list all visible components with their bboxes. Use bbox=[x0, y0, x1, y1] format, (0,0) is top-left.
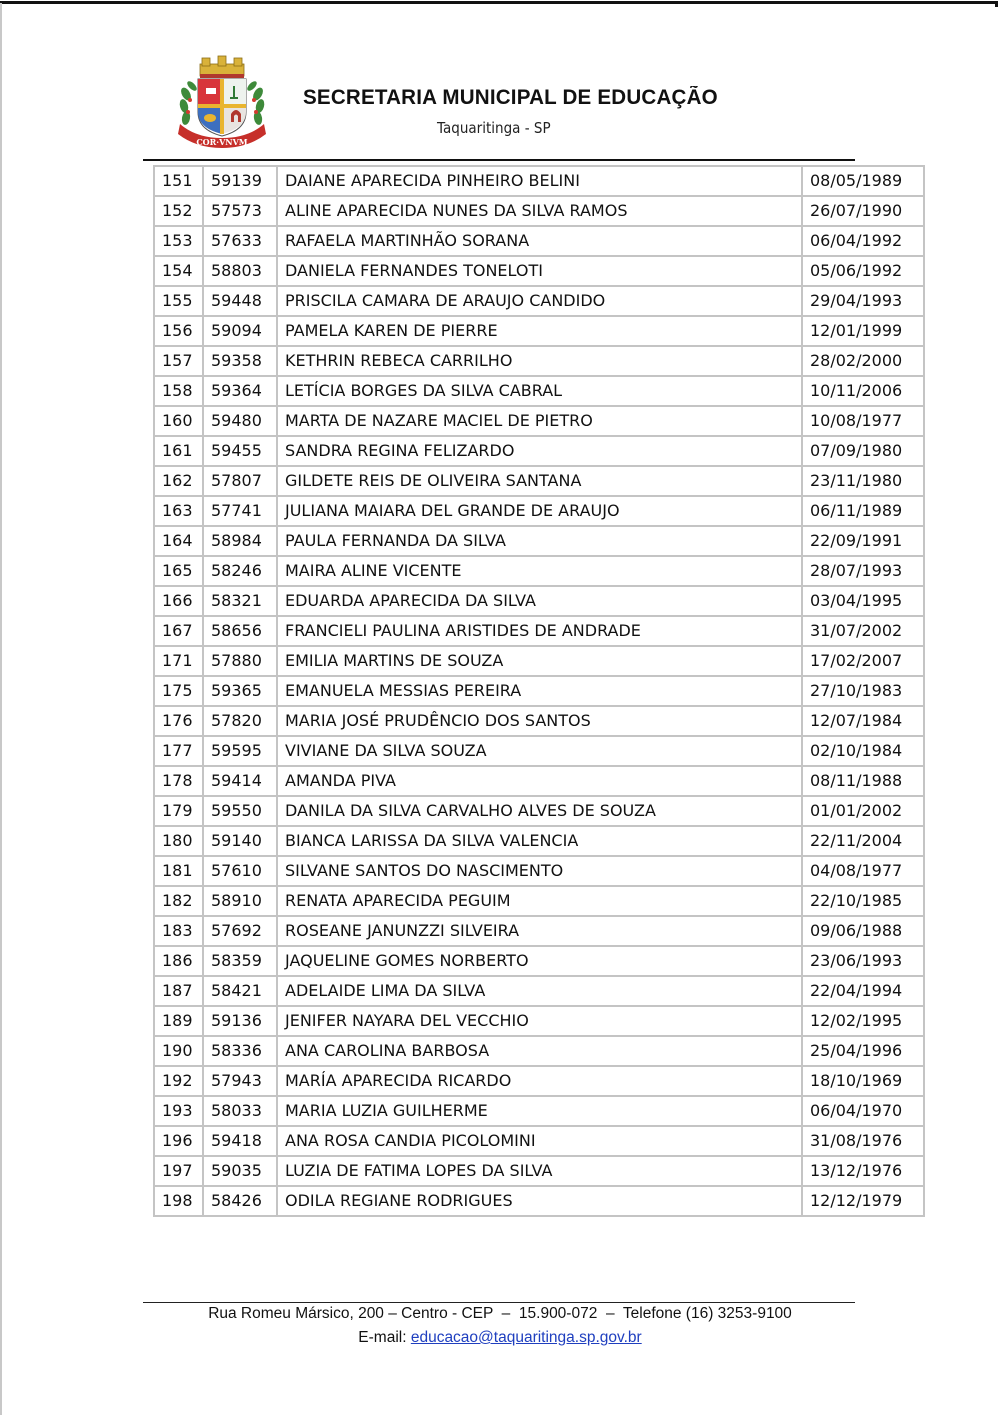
name-cell: MAIRA ALINE VICENTE bbox=[277, 556, 802, 586]
registration-id-cell: 59140 bbox=[203, 826, 277, 856]
name-cell: ODILA REGIANE RODRIGUES bbox=[277, 1186, 802, 1216]
row-number-cell: 158 bbox=[154, 376, 203, 406]
footer-email-label: E-mail: bbox=[358, 1329, 411, 1346]
registration-id-cell: 57692 bbox=[203, 916, 277, 946]
footer-email-link[interactable]: educacao@taquaritinga.sp.gov.br bbox=[410, 1329, 642, 1346]
registration-id-cell: 59094 bbox=[203, 316, 277, 346]
name-cell: VIVIANE DA SILVA SOUZA bbox=[277, 736, 802, 766]
row-number-cell: 166 bbox=[154, 586, 203, 616]
table-row bbox=[154, 316, 924, 346]
table-row bbox=[154, 556, 924, 586]
registration-id-cell: 58336 bbox=[203, 1036, 277, 1066]
name-cell: MARIA JOSÉ PRUDÊNCIO DOS SANTOS bbox=[277, 706, 802, 736]
row-number-cell: 189 bbox=[154, 1006, 203, 1036]
date-cell: 22/11/2004 bbox=[802, 826, 924, 856]
name-cell: SANDRA REGINA FELIZARDO bbox=[277, 436, 802, 466]
row-number-cell: 182 bbox=[154, 886, 203, 916]
date-cell: 03/04/1995 bbox=[802, 586, 924, 616]
table-row bbox=[154, 406, 924, 436]
table-row bbox=[154, 826, 924, 856]
date-cell: 12/01/1999 bbox=[802, 316, 924, 346]
table-row bbox=[154, 196, 924, 226]
roster-table-body bbox=[154, 166, 924, 1216]
name-cell: MARTA DE NAZARE MACIEL DE PIETRO bbox=[277, 406, 802, 436]
date-cell: 10/08/1977 bbox=[802, 406, 924, 436]
row-number-cell: 157 bbox=[154, 346, 203, 376]
name-cell: MARÍA APARECIDA RICARDO bbox=[277, 1066, 802, 1096]
name-cell: PAULA FERNANDA DA SILVA bbox=[277, 526, 802, 556]
date-cell: 10/11/2006 bbox=[802, 376, 924, 406]
table-row bbox=[154, 1096, 924, 1126]
name-cell: RAFAELA MARTINHÃO SORANA bbox=[277, 226, 802, 256]
date-cell: 05/06/1992 bbox=[802, 256, 924, 286]
table-row bbox=[154, 646, 924, 676]
registration-id-cell: 57943 bbox=[203, 1066, 277, 1096]
table-row bbox=[154, 256, 924, 286]
row-number-cell: 164 bbox=[154, 526, 203, 556]
coat-of-arms-icon bbox=[176, 54, 268, 150]
date-cell: 12/12/1979 bbox=[802, 1186, 924, 1216]
date-cell: 06/04/1992 bbox=[802, 226, 924, 256]
table-row bbox=[154, 496, 924, 526]
page-top-border bbox=[0, 1, 998, 4]
row-number-cell: 176 bbox=[154, 706, 203, 736]
date-cell: 22/04/1994 bbox=[802, 976, 924, 1006]
table-row bbox=[154, 1036, 924, 1066]
registration-id-cell: 57610 bbox=[203, 856, 277, 886]
registration-id-cell: 59136 bbox=[203, 1006, 277, 1036]
table-row bbox=[154, 1186, 924, 1216]
name-cell: LUZIA DE FATIMA LOPES DA SILVA bbox=[277, 1156, 802, 1186]
name-cell: PAMELA KAREN DE PIERRE bbox=[277, 316, 802, 346]
registration-id-cell: 58910 bbox=[203, 886, 277, 916]
registration-id-cell: 59364 bbox=[203, 376, 277, 406]
row-number-cell: 181 bbox=[154, 856, 203, 886]
table-row bbox=[154, 1066, 924, 1096]
row-number-cell: 179 bbox=[154, 796, 203, 826]
table-row bbox=[154, 166, 924, 196]
table-row bbox=[154, 586, 924, 616]
date-cell: 08/05/1989 bbox=[802, 166, 924, 196]
name-cell: ROSEANE JANUNZZI SILVEIRA bbox=[277, 916, 802, 946]
table-row bbox=[154, 526, 924, 556]
name-cell: EMILIA MARTINS DE SOUZA bbox=[277, 646, 802, 676]
row-number-cell: 153 bbox=[154, 226, 203, 256]
registration-id-cell: 59139 bbox=[203, 166, 277, 196]
registration-id-cell: 57633 bbox=[203, 226, 277, 256]
row-number-cell: 183 bbox=[154, 916, 203, 946]
registration-id-cell: 59418 bbox=[203, 1126, 277, 1156]
table-row bbox=[154, 766, 924, 796]
table-row bbox=[154, 1156, 924, 1186]
row-number-cell: 162 bbox=[154, 466, 203, 496]
row-number-cell: 192 bbox=[154, 1066, 203, 1096]
registration-id-cell: 59365 bbox=[203, 676, 277, 706]
row-number-cell: 198 bbox=[154, 1186, 203, 1216]
date-cell: 22/10/1985 bbox=[802, 886, 924, 916]
footer-divider bbox=[143, 1302, 855, 1303]
page-title: SECRETARIA MUNICIPAL DE EDUCAÇÃO bbox=[303, 86, 718, 109]
date-cell: 12/07/1984 bbox=[802, 706, 924, 736]
date-cell: 25/04/1996 bbox=[802, 1036, 924, 1066]
date-cell: 28/02/2000 bbox=[802, 346, 924, 376]
mural-crown bbox=[200, 56, 244, 78]
name-cell: PRISCILA CAMARA DE ARAUJO CANDIDO bbox=[277, 286, 802, 316]
row-number-cell: 167 bbox=[154, 616, 203, 646]
registration-id-cell: 59035 bbox=[203, 1156, 277, 1186]
table-row bbox=[154, 916, 924, 946]
table-row bbox=[154, 436, 924, 466]
date-cell: 28/07/1993 bbox=[802, 556, 924, 586]
name-cell: BIANCA LARISSA DA SILVA VALENCIA bbox=[277, 826, 802, 856]
name-cell: JAQUELINE GOMES NORBERTO bbox=[277, 946, 802, 976]
registration-id-cell: 58984 bbox=[203, 526, 277, 556]
page-left-edge bbox=[0, 3, 2, 1415]
registration-id-cell: 59480 bbox=[203, 406, 277, 436]
registration-id-cell: 58359 bbox=[203, 946, 277, 976]
registration-id-cell: 58421 bbox=[203, 976, 277, 1006]
name-cell: DANIELA FERNANDES TONELOTI bbox=[277, 256, 802, 286]
row-number-cell: 154 bbox=[154, 256, 203, 286]
date-cell: 04/08/1977 bbox=[802, 856, 924, 886]
row-number-cell: 156 bbox=[154, 316, 203, 346]
date-cell: 08/11/1988 bbox=[802, 766, 924, 796]
row-number-cell: 197 bbox=[154, 1156, 203, 1186]
name-cell: JENIFER NAYARA DEL VECCHIO bbox=[277, 1006, 802, 1036]
date-cell: 22/09/1991 bbox=[802, 526, 924, 556]
table-row bbox=[154, 376, 924, 406]
name-cell: DANILA DA SILVA CARVALHO ALVES DE SOUZA bbox=[277, 796, 802, 826]
table-row bbox=[154, 286, 924, 316]
row-number-cell: 193 bbox=[154, 1096, 203, 1126]
row-number-cell: 151 bbox=[154, 166, 203, 196]
table-row bbox=[154, 856, 924, 886]
date-cell: 26/07/1990 bbox=[802, 196, 924, 226]
registration-id-cell: 59358 bbox=[203, 346, 277, 376]
table-row bbox=[154, 736, 924, 766]
name-cell: JULIANA MAIARA DEL GRANDE DE ARAUJO bbox=[277, 496, 802, 526]
registration-id-cell: 58656 bbox=[203, 616, 277, 646]
row-number-cell: 187 bbox=[154, 976, 203, 1006]
name-cell: GILDETE REIS DE OLIVEIRA SANTANA bbox=[277, 466, 802, 496]
registration-id-cell: 58803 bbox=[203, 256, 277, 286]
date-cell: 13/12/1976 bbox=[802, 1156, 924, 1186]
header-divider bbox=[143, 159, 855, 161]
table-row bbox=[154, 226, 924, 256]
row-number-cell: 155 bbox=[154, 286, 203, 316]
date-cell: 18/10/1969 bbox=[802, 1066, 924, 1096]
registration-id-cell: 57741 bbox=[203, 496, 277, 526]
registration-id-cell: 58321 bbox=[203, 586, 277, 616]
registration-id-cell: 58426 bbox=[203, 1186, 277, 1216]
date-cell: 06/11/1989 bbox=[802, 496, 924, 526]
roster-table bbox=[153, 165, 925, 1217]
row-number-cell: 175 bbox=[154, 676, 203, 706]
name-cell: RENATA APARECIDA PEGUIM bbox=[277, 886, 802, 916]
row-number-cell: 171 bbox=[154, 646, 203, 676]
date-cell: 01/01/2002 bbox=[802, 796, 924, 826]
table-row bbox=[154, 886, 924, 916]
row-number-cell: 186 bbox=[154, 946, 203, 976]
row-number-cell: 178 bbox=[154, 766, 203, 796]
row-number-cell: 161 bbox=[154, 436, 203, 466]
row-number-cell: 190 bbox=[154, 1036, 203, 1066]
row-number-cell: 152 bbox=[154, 196, 203, 226]
registration-id-cell: 59455 bbox=[203, 436, 277, 466]
table-row bbox=[154, 1126, 924, 1156]
table-row bbox=[154, 796, 924, 826]
name-cell: LETÍCIA BORGES DA SILVA CABRAL bbox=[277, 376, 802, 406]
date-cell: 31/07/2002 bbox=[802, 616, 924, 646]
date-cell: 23/06/1993 bbox=[802, 946, 924, 976]
registration-id-cell: 57573 bbox=[203, 196, 277, 226]
table-row bbox=[154, 676, 924, 706]
name-cell: AMANDA PIVA bbox=[277, 766, 802, 796]
table-row bbox=[154, 976, 924, 1006]
name-cell: ADELAIDE LIMA DA SILVA bbox=[277, 976, 802, 1006]
row-number-cell: 177 bbox=[154, 736, 203, 766]
table-row bbox=[154, 946, 924, 976]
table-row bbox=[154, 1006, 924, 1036]
registration-id-cell: 57820 bbox=[203, 706, 277, 736]
registration-id-cell: 58246 bbox=[203, 556, 277, 586]
name-cell: ALINE APARECIDA NUNES DA SILVA RAMOS bbox=[277, 196, 802, 226]
date-cell: 29/04/1993 bbox=[802, 286, 924, 316]
name-cell: DAIANE APARECIDA PINHEIRO BELINI bbox=[277, 166, 802, 196]
date-cell: 02/10/1984 bbox=[802, 736, 924, 766]
date-cell: 27/10/1983 bbox=[802, 676, 924, 706]
table-row bbox=[154, 466, 924, 496]
registration-id-cell: 57807 bbox=[203, 466, 277, 496]
date-cell: 17/02/2007 bbox=[802, 646, 924, 676]
name-cell: SILVANE SANTOS DO NASCIMENTO bbox=[277, 856, 802, 886]
date-cell: 06/04/1970 bbox=[802, 1096, 924, 1126]
registration-id-cell: 59414 bbox=[203, 766, 277, 796]
table-row bbox=[154, 346, 924, 376]
page-top-border-corner bbox=[995, 1, 998, 7]
registration-id-cell: 59550 bbox=[203, 796, 277, 826]
name-cell: FRANCIELI PAULINA ARISTIDES DE ANDRADE bbox=[277, 616, 802, 646]
laurel-left bbox=[178, 80, 198, 126]
row-number-cell: 160 bbox=[154, 406, 203, 436]
row-number-cell: 163 bbox=[154, 496, 203, 526]
row-number-cell: 196 bbox=[154, 1126, 203, 1156]
date-cell: 12/02/1995 bbox=[802, 1006, 924, 1036]
registration-id-cell: 57880 bbox=[203, 646, 277, 676]
registration-id-cell: 59595 bbox=[203, 736, 277, 766]
table-row bbox=[154, 706, 924, 736]
date-cell: 31/08/1976 bbox=[802, 1126, 924, 1156]
date-cell: 09/06/1988 bbox=[802, 916, 924, 946]
row-number-cell: 165 bbox=[154, 556, 203, 586]
laurel-right bbox=[246, 80, 266, 126]
date-cell: 07/09/1980 bbox=[802, 436, 924, 466]
table-row bbox=[154, 616, 924, 646]
date-cell: 23/11/1980 bbox=[802, 466, 924, 496]
shield bbox=[198, 79, 246, 136]
name-cell: MARIA LUZIA GUILHERME bbox=[277, 1096, 802, 1126]
row-number-cell: 180 bbox=[154, 826, 203, 856]
name-cell: ANA CAROLINA BARBOSA bbox=[277, 1036, 802, 1066]
name-cell: KETHRIN REBECA CARRILHO bbox=[277, 346, 802, 376]
registration-id-cell: 58033 bbox=[203, 1096, 277, 1126]
name-cell: ANA ROSA CANDIA PICOLOMINI bbox=[277, 1126, 802, 1156]
name-cell: EMANUELA MESSIAS PEREIRA bbox=[277, 676, 802, 706]
footer-address: Rua Romeu Mársico, 200 – Centro - CEP – 15.900-072 – Telefone (16) 3253-9100 bbox=[208, 1305, 792, 1322]
motto-text: COR·VNVM bbox=[196, 137, 248, 147]
name-cell: EDUARDA APARECIDA DA SILVA bbox=[277, 586, 802, 616]
footer-email-line bbox=[0, 1329, 1000, 1347]
page-subtitle: Taquaritinga - SP bbox=[437, 119, 551, 137]
registration-id-cell: 59448 bbox=[203, 286, 277, 316]
